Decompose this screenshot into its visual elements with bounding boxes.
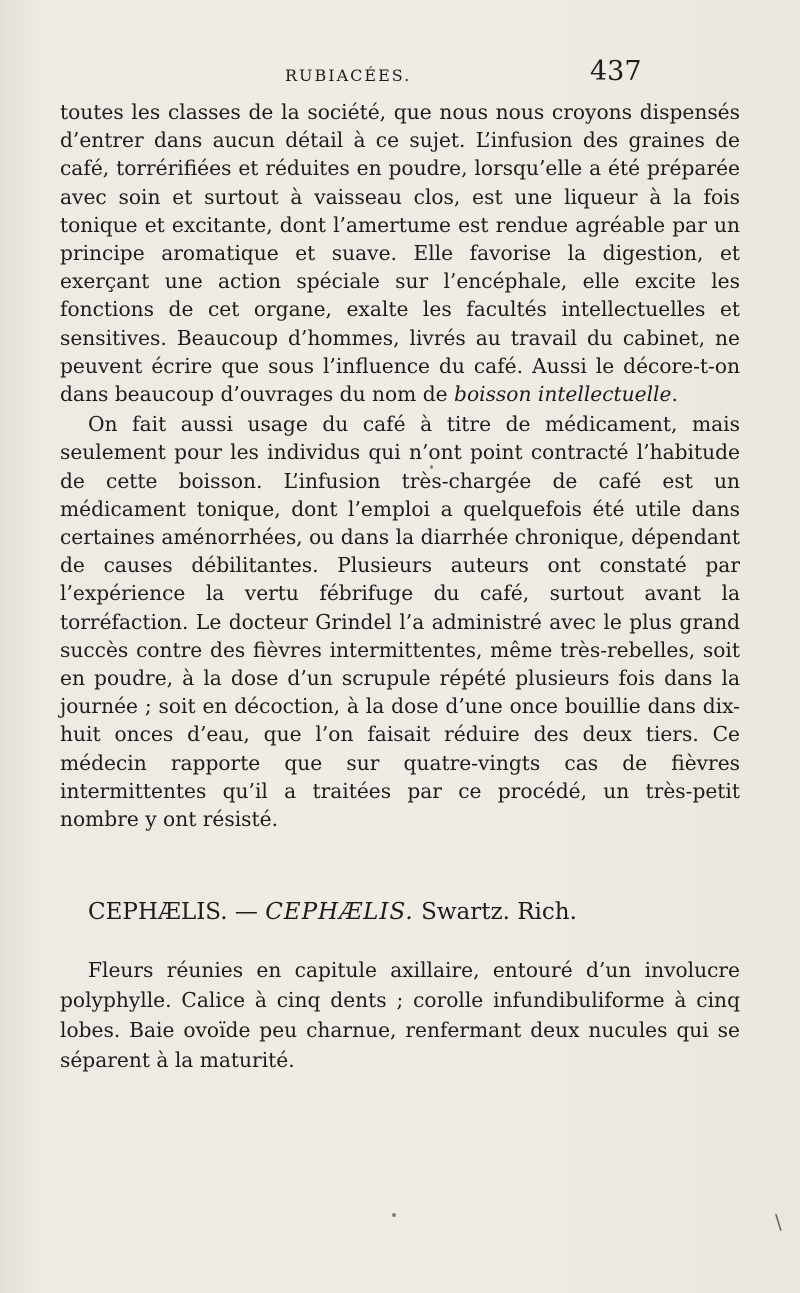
- paragraph-1: [60, 98, 740, 408]
- description-paragraph: Fleurs réunies en capitule axillaire, entouré d’un involucre polyphylle. Calice à cinq dents ; corolle infundibuliforme à cinq lobes. Baie ovoïde peu charnue, renfermant deux nucules qui se séparent à la maturité.: [60, 958, 740, 1072]
- genus-description: [60, 955, 740, 1075]
- paragraph-1-text: toutes les classes de la société, que nous nous croyons dispensés d’entrer dans aucun détail à ce sujet. L’infusion des graines de café, torrérifiées et réduites en poudre, lorsqu’elle a été préparée avec soin et surtout à vaisseau clos, est une liqueur à la fois tonique et excitante, dont l’amertume est rendue agréable par un principe aromatique et suave. Elle favorise la digestion, et exerçant une action spéciale sur l’encéphale, elle excite les fonctions de cet organe, exalte les facultés intellectuelles et sensitives. Beaucoup d’hommes, livrés au travail du cabinet, ne peuvent écrire que sous l’influence du café. Aussi le décore-t-on dans beaucoup d’ouvrages du nom de: [60, 100, 740, 407]
- genus-authority: Swartz. Rich.: [421, 899, 577, 925]
- paragraph-1-tail: .: [671, 382, 678, 407]
- paragraph-2: [60, 410, 740, 833]
- body-text: [60, 98, 740, 833]
- paper-speck: [430, 465, 433, 469]
- margin-mark: \: [775, 1210, 782, 1234]
- paragraph-1-italic: boisson intellectuelle: [454, 382, 672, 407]
- running-head: RUBIACÉES.: [285, 66, 412, 85]
- genus-heading: [60, 897, 740, 927]
- page-number: 437: [590, 56, 642, 87]
- paragraph-2-text: On fait aussi usage du café à titre de médicament, mais seulement pour les individus qui n’ont point contracté l’habitude de cette boisson. L’infusion très-chargée de café est un médicament tonique, dont l’emploi a quelquefois été utile dans certaines aménorrhées, ou dans la diarrhée chronique, dépendant de causes débilitantes. Plusieurs auteurs ont constaté par l’expérience la vertu fébrifuge du café, surtout avant la torréfaction. Le docteur Grindel l’a administré avec le plus grand succès contre des fièvres intermittentes, même très-rebelles, soit en poudre, à la dose d’un scrupule répété plusieurs fois dans la journée ; soit en décoction, à la dose d’une once bouillie dans dix-huit onces d’eau, que l’on faisait réduire des deux tiers. Ce médecin rapporte que sur quatre-vingts cas de fièvres intermittentes qu’il a traitées par ce procédé, un très-petit nombre y ont résisté.: [60, 412, 740, 832]
- genus-latin-name: CEPHÆLIS.: [265, 899, 414, 925]
- genus-dash: —: [234, 899, 258, 925]
- paper-speck: [392, 1213, 396, 1217]
- page-header: [0, 56, 800, 96]
- genus-name: CEPHÆLIS.: [88, 899, 228, 925]
